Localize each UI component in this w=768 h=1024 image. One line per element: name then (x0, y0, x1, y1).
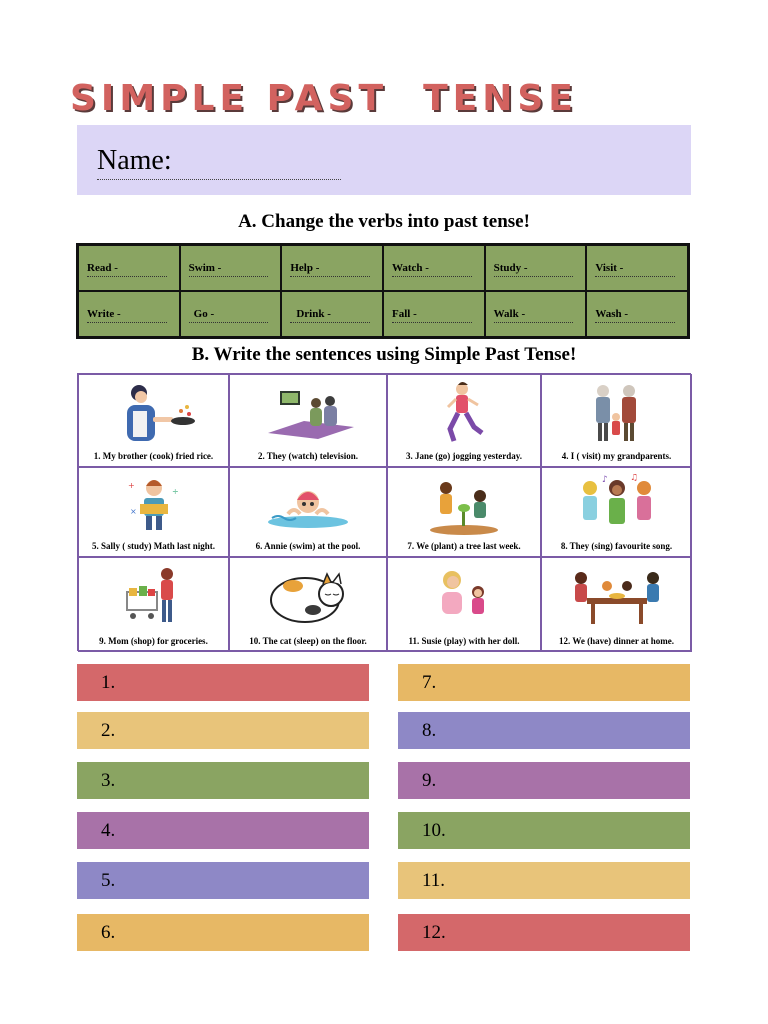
verb-cell[interactable] (586, 245, 688, 291)
verb-cell[interactable] (383, 291, 485, 337)
picture-cell (78, 467, 229, 557)
verb-cell[interactable] (586, 291, 688, 337)
verb-label: Watch - (391, 262, 429, 274)
verb-label: Wash - (595, 308, 629, 320)
picture-cell (541, 374, 692, 467)
picture-cell (387, 557, 541, 652)
svg-text:♫: ♫ (629, 474, 638, 483)
picture-grid (77, 373, 691, 651)
answer-line[interactable] (494, 322, 574, 323)
picture-cell (229, 557, 387, 652)
answer-bar[interactable] (398, 664, 690, 701)
answer-line[interactable] (290, 322, 370, 323)
svg-text:×: × (129, 507, 137, 516)
verb-cell[interactable] (281, 291, 383, 337)
answer-number: 5. (101, 870, 116, 891)
name-label: Name: (97, 145, 172, 176)
grandparents-icon (587, 381, 647, 447)
picture-cell (387, 467, 541, 557)
family-dinner-icon (567, 564, 667, 630)
answer-line[interactable] (595, 276, 675, 277)
answer-number: 9. (422, 770, 437, 791)
answer-bar[interactable] (77, 914, 369, 951)
answer-line[interactable] (189, 276, 269, 277)
verb-cell[interactable] (485, 291, 587, 337)
verb-cell[interactable] (180, 291, 282, 337)
answer-bar[interactable] (398, 762, 690, 799)
picture-cell (387, 374, 541, 467)
verb-cell[interactable] (78, 245, 180, 291)
svg-text:÷: ÷ (171, 487, 179, 496)
picture-caption: 9. Mom (shop) for groceries. (99, 636, 208, 646)
verb-label: Swim - (188, 262, 222, 274)
picture-caption: 10. The cat (sleep) on the floor. (249, 636, 367, 646)
verb-label: Study - (493, 262, 528, 274)
verb-label: Visit - (595, 262, 624, 274)
answer-number: 1. (101, 672, 116, 693)
answer-number: 4. (101, 820, 116, 841)
verb-cell[interactable] (383, 245, 485, 291)
verb-label: Read - (87, 262, 118, 274)
section-b-heading: B. Write the sentences using Simple Past Tense! (191, 344, 577, 365)
answer-line[interactable] (87, 276, 167, 277)
picture-cell (78, 557, 229, 652)
sleeping-cat-icon (263, 564, 353, 630)
answer-bar[interactable] (398, 862, 690, 899)
verb-cell[interactable] (180, 245, 282, 291)
studying-icon (124, 474, 184, 540)
verb-cell[interactable] (485, 245, 587, 291)
answer-line[interactable] (494, 276, 574, 277)
picture-caption: 5. Sally ( study) Math last night. (91, 541, 216, 551)
answer-line[interactable] (392, 322, 472, 323)
planting-icon (424, 474, 504, 540)
picture-cell (229, 374, 387, 467)
picture-caption: 6. Annie (swim) at the pool. (255, 541, 361, 551)
answer-bar[interactable] (77, 762, 369, 799)
svg-text:♪: ♪ (601, 475, 608, 485)
picture-caption: 2. They (watch) television. (257, 451, 359, 461)
picture-cell (229, 467, 387, 557)
doll-playing-icon (424, 564, 504, 630)
picture-cell (541, 467, 692, 557)
answer-bar[interactable] (398, 914, 690, 951)
verb-cell[interactable] (281, 245, 383, 291)
name-box[interactable] (77, 125, 691, 195)
picture-caption: 1. My brother (cook) fried rice. (93, 451, 214, 461)
answer-number: 6. (101, 922, 116, 943)
singing-icon (572, 474, 662, 540)
shopping-icon (119, 564, 189, 630)
verb-table (76, 243, 690, 339)
answer-bar[interactable] (77, 664, 369, 701)
picture-caption: 11. Susie (play) with her doll. (408, 636, 520, 646)
page-title: SIMPLE PAST TENSE (70, 78, 578, 119)
picture-caption: 3. Jane (go) jogging yesterday. (406, 451, 522, 461)
answer-number: 11. (422, 870, 446, 891)
answer-line[interactable] (595, 322, 675, 323)
answer-number: 3. (101, 770, 116, 791)
answer-bar[interactable] (398, 812, 690, 849)
verb-label: Drink - (296, 308, 331, 320)
verb-cell[interactable] (78, 291, 180, 337)
answer-bar[interactable] (77, 812, 369, 849)
jogging-icon (434, 381, 494, 447)
answer-line[interactable] (87, 322, 167, 323)
verb-label: Help - (290, 262, 320, 274)
answer-line[interactable] (189, 322, 269, 323)
verb-label: Fall - (391, 308, 417, 320)
section-a-heading: A. Change the verbs into past tense! (238, 211, 530, 232)
answer-line[interactable] (290, 276, 370, 277)
verb-label: Walk - (493, 308, 526, 320)
name-line[interactable] (97, 179, 341, 180)
answer-bar[interactable] (77, 862, 369, 899)
answer-number: 12. (422, 922, 446, 943)
picture-caption: 7. We (plant) a tree last week. (407, 541, 521, 551)
cooking-icon (109, 381, 199, 447)
answer-number: 10. (422, 820, 446, 841)
answer-line[interactable] (392, 276, 472, 277)
picture-caption: 8. They (sing) favourite song. (560, 541, 673, 551)
answer-number: 8. (422, 720, 437, 741)
picture-cell (541, 557, 692, 652)
verb-label: Write - (87, 308, 121, 320)
answer-number: 2. (101, 720, 116, 741)
answer-bar[interactable] (398, 712, 690, 749)
picture-caption: 12. We (have) dinner at home. (559, 636, 674, 646)
swimming-icon (258, 474, 358, 540)
verb-label: Go - (193, 308, 215, 320)
picture-caption: 4. I ( visit) my grandparents. (561, 451, 672, 461)
svg-text:+: + (127, 481, 135, 490)
answer-number: 7. (422, 672, 437, 693)
answer-bar[interactable] (77, 712, 369, 749)
tv-watching-icon (258, 381, 358, 447)
picture-cell (78, 374, 229, 467)
